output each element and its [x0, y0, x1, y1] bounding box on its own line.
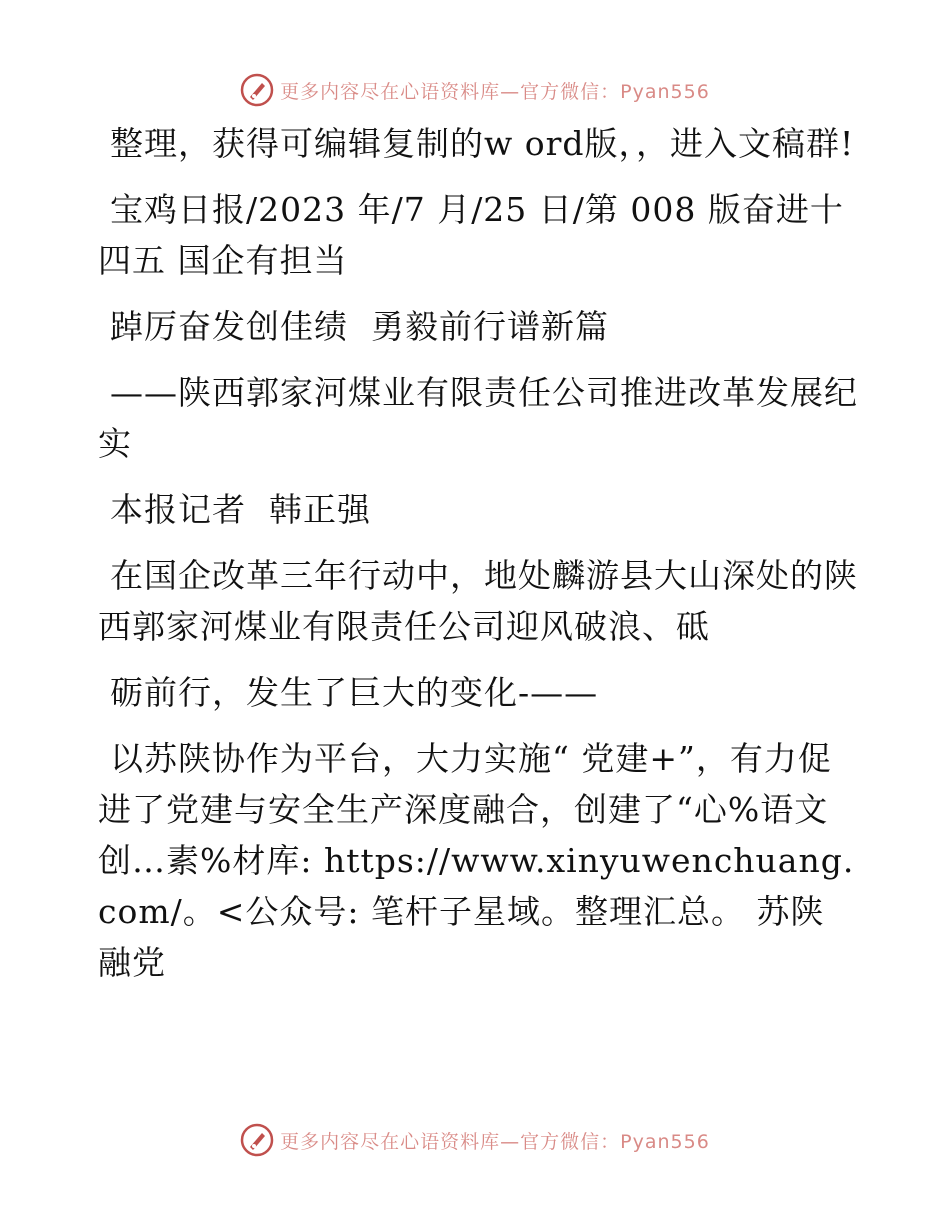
header-watermark	[0, 70, 950, 110]
article-title: 踔厉奋发创佳绩 勇毅前行谱新篇	[110, 307, 609, 346]
paragraph-body-1: 在国企改革三年行动中，地处麟游县大山深处的陕西郭家河煤业有限责任公司迎风破浪、砥	[98, 556, 858, 646]
paragraph-notice: 整理，获得可编辑复制的w ord版，，进入文稿群!	[110, 124, 855, 163]
pen-nib-logo-icon	[240, 1123, 274, 1157]
article-byline: 本报记者 韩正强	[110, 490, 371, 529]
article-subtitle: ——陕西郭家河煤业有限责任公司推进改革发展纪实	[98, 373, 858, 463]
document-body	[98, 118, 858, 1003]
footer-watermark	[0, 1120, 950, 1160]
pen-nib-logo-icon	[240, 73, 274, 107]
watermark-text: 更多内容尽在心语资料库—官方微信：Pyan556	[280, 1130, 710, 1153]
paragraph-body-2: 砺前行，发生了巨大的变化-——	[110, 673, 599, 712]
watermark-text: 更多内容尽在心语资料库—官方微信：Pyan556	[280, 80, 710, 103]
paragraph-source: 宝鸡日报/2023 年/7 月/25 日/第 008 版奋进十四五 国企有担当	[98, 190, 844, 280]
paragraph-body-3: 以苏陕协作为平台，大力实施“ 党建+”，有力促进了党建与安全生产深度融合，创建了“心%语文创…素%材库: https://www.xinyuwenchuang.com/。<公众号: 笔杆子星域。整理汇总。 苏陕融党	[98, 739, 855, 982]
